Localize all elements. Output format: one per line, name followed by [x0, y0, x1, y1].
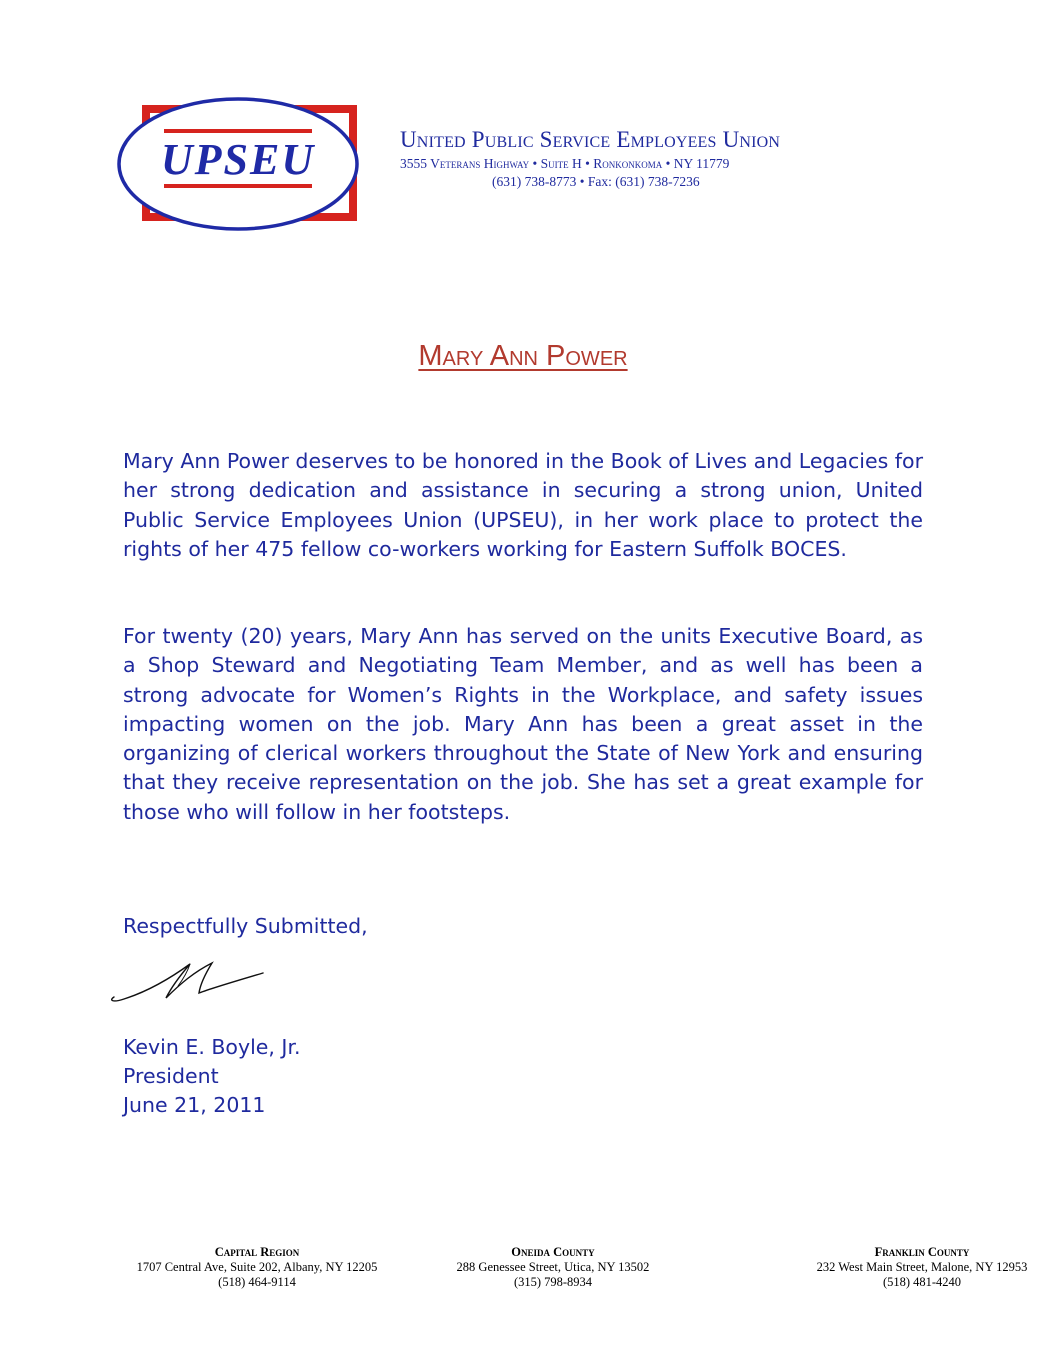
- footer-address: 232 West Main Street, Malone, NY 12953: [816, 1260, 1028, 1274]
- footer-address: 288 Genessee Street, Utica, NY 13502: [456, 1260, 650, 1274]
- signer-name: Kevin E. Boyle, Jr.: [123, 1035, 301, 1059]
- logo-text: UPSEU: [160, 135, 316, 184]
- signer-block: [123, 1033, 301, 1120]
- footer-phone: (315) 798-8934: [513, 1275, 593, 1289]
- signature-image: [106, 958, 271, 1008]
- signer-title: President: [123, 1064, 219, 1088]
- letter-date: June 21, 2011: [123, 1093, 266, 1117]
- organization-address: 3555 Veterans Highway • Suite H • Ronkonkoma • NY 11779: [400, 156, 730, 171]
- body-paragraph-1: Mary Ann Power deserves to be honored in the Book of Lives and Legacies for her strong dedication and assistance in securing a strong union, United Public Service Employees Union (UPSEU), in her work place to protect the rights of her 475 fellow co-workers working for Eastern Suffolk BOCES.: [123, 449, 923, 561]
- upseu-logo: [112, 96, 368, 236]
- closing-line: Respectfully Submitted,: [123, 914, 368, 938]
- footer-office-franklin: [772, 1245, 1046, 1290]
- footer-region: Oneida County: [511, 1245, 595, 1259]
- body-paragraph-2: For twenty (20) years, Mary Ann has served on the units Executive Board, as a Shop Steward and Negotiating Team Member, and as well has been a strong advocate for Women’s Rights in the Workplace, and safety issues impacting women on the job. Mary Ann has been a great asset in the organizing of clerical workers throughout the State of New York and ensuring that they receive representation on the job. She has set a great example for those who will follow in her footsteps.: [123, 624, 923, 824]
- letterhead: [400, 127, 1000, 190]
- organization-name: United Public Service Employees Union: [400, 127, 781, 152]
- footer-address: 1707 Central Ave, Suite 202, Albany, NY 12205: [136, 1260, 378, 1274]
- footer-phone: (518) 464-9114: [218, 1275, 296, 1289]
- footer-region: Franklin County: [874, 1245, 970, 1259]
- organization-phone: (631) 738-8773 • Fax: (631) 738-7236: [492, 174, 700, 189]
- footer-region: Capital Region: [214, 1245, 300, 1259]
- footer-office-capital: [112, 1245, 402, 1290]
- footer-phone: (518) 481-4240: [882, 1275, 962, 1289]
- footer-office-oneida: [408, 1245, 698, 1290]
- letter-title: Mary Ann Power: [418, 340, 628, 372]
